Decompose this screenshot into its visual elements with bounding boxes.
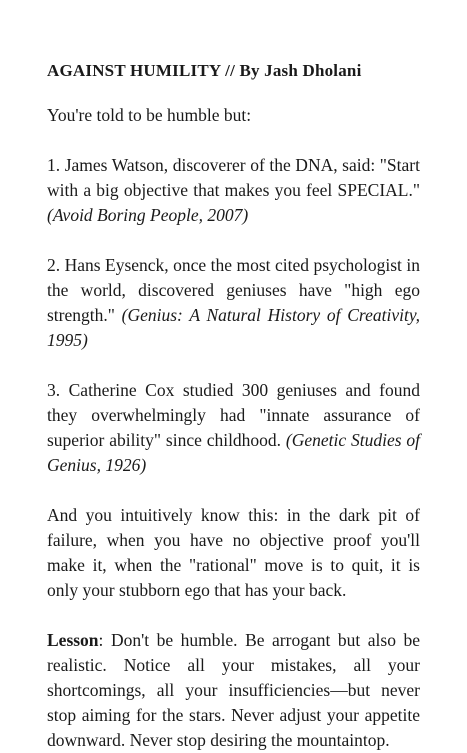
point-1-citation: (Avoid Boring People, 2007) — [47, 205, 249, 225]
point-3-paragraph — [47, 378, 420, 478]
point-2-citation: (Genius: A Natural History of Creativity, 1995) — [47, 305, 420, 350]
point-3-citation: (Genetic Studies of Genius, 1926) — [47, 430, 420, 475]
lesson-paragraph — [47, 628, 420, 753]
lesson-label: Lesson — [47, 630, 99, 650]
point-1-paragraph — [47, 153, 420, 228]
intro-paragraph: You're told to be humble but: — [47, 105, 252, 125]
point-2-paragraph — [47, 253, 420, 353]
lesson-text: : Don't be humble. Be arrogant but also be realistic. Notice all your mistakes, all your shortcomings, all your insufficiencies—but never stop aiming for the stars. Never adjust your appetite downward. Never stop desiring the mountaintop. — [47, 630, 420, 750]
closing-paragraph: And you intuitively know this: in the dark pit of failure, when you have no objective proof you'll make it, when the "rational" move is to quit, it is only your stubborn ego that has your back. — [47, 505, 420, 600]
point-2-text: 2. Hans Eysenck, once the most cited psychologist in the world, discovered geniuses have "high ego strength." — [47, 255, 420, 325]
point-1-text: 1. James Watson, discoverer of the DNA, said: "Start with a big objective that makes you feel SPECIAL." — [47, 155, 420, 200]
point-3-text: 3. Catherine Cox studied 300 geniuses and found they overwhelmingly had "innate assurance of superior ability" since childhood. — [47, 380, 420, 450]
page-title: AGAINST HUMILITY // By Jash Dholani — [47, 61, 362, 80]
